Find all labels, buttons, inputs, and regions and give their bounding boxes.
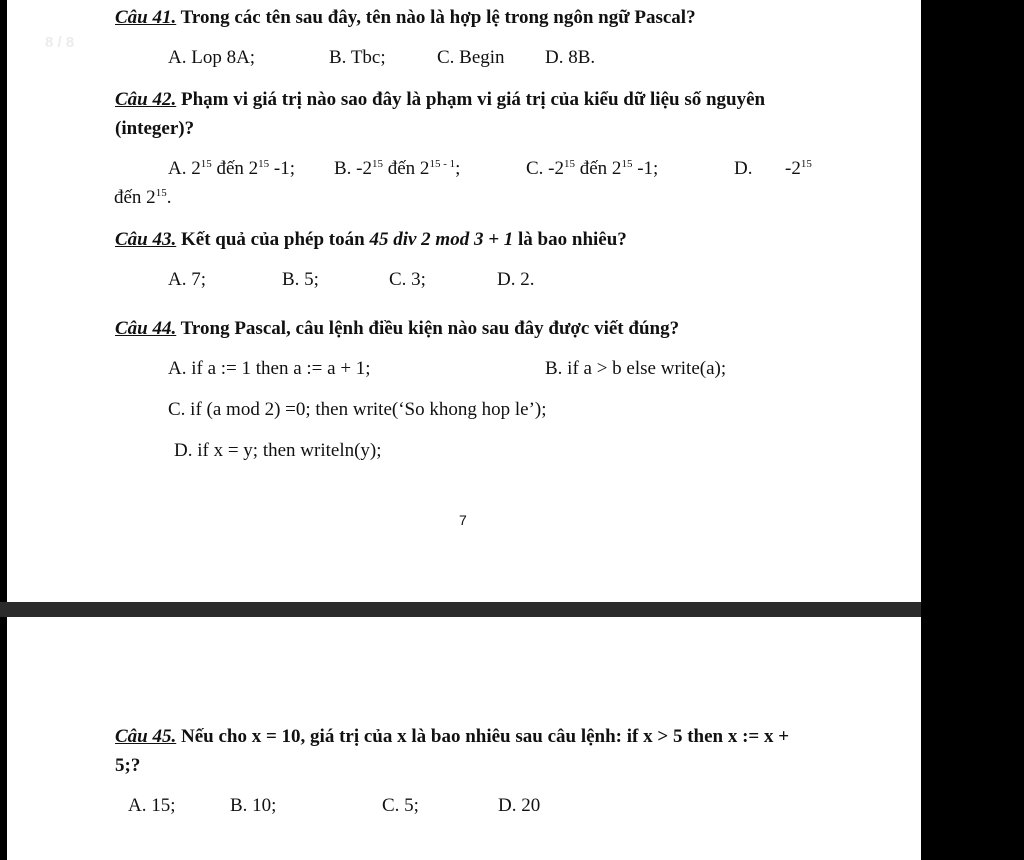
option-b: B. if a > b else write(a);	[545, 358, 727, 379]
document-page-7	[7, 0, 921, 602]
option-d: D. if x = y; then writeln(y);	[174, 440, 382, 461]
question-number: Câu 42.	[115, 89, 177, 110]
option-a: A. 7;	[168, 269, 206, 290]
option-b: B. Tbc;	[329, 47, 386, 68]
side-panel	[921, 0, 1024, 860]
question-number: Câu 44.	[115, 318, 177, 339]
question-45	[115, 727, 789, 746]
question-text-continued: (integer)?	[115, 118, 195, 139]
question-number: Câu 41.	[115, 7, 177, 28]
option-a: A. $2^{15}$ đến $2^{15}$ -1;	[168, 158, 296, 179]
option-a: A. 15;	[128, 795, 176, 816]
page-separator	[0, 602, 921, 617]
option-c: C. Begin	[437, 47, 505, 68]
question-44	[115, 319, 679, 338]
option-c: C. if (a mod 2) =0; then write(‘So khong hop le’);	[168, 399, 547, 420]
option-a: A. if a := 1 then a := a + 1;	[168, 358, 371, 379]
question-text: Phạm vi giá trị nào sao đây là phạm vi giá trị của kiểu dữ liệu số nguyên	[176, 89, 766, 110]
option-b: B. $-2^{15}$ đến 2$^{15 - 1}$;	[334, 158, 461, 179]
option-d-value: $-2^{15}$	[785, 158, 812, 179]
question-number: Câu 45.	[115, 726, 177, 747]
option-c: C. $-2^{15}$ đến $2^{15}$ -1;	[526, 158, 659, 179]
page-counter-overlay: 8 / 8	[45, 34, 75, 51]
question-text: Trong các tên sau đây, tên nào là hợp lệ trong ngôn ngữ Pascal?	[176, 7, 696, 28]
option-d: D. 8B.	[545, 47, 596, 68]
option-c: C. 5;	[382, 795, 419, 816]
option-d: D. 2.	[497, 269, 535, 290]
option-a: A. Lop 8A;	[168, 47, 256, 68]
question-42	[115, 90, 765, 109]
page-number: 7	[459, 512, 467, 528]
document-page-8	[7, 617, 921, 860]
question-text: Trong Pascal, câu lệnh điều kiện nào sau đây được viết đúng?	[176, 318, 680, 339]
option-d-continued: đến $2^{15}$.	[114, 187, 172, 208]
question-41	[115, 8, 696, 27]
expression: 45 div 2 mod 3 + 1	[369, 229, 514, 250]
option-b: B. 5;	[282, 269, 319, 290]
option-d-label: D.	[734, 158, 753, 179]
question-text-continued: 5;?	[115, 755, 141, 776]
option-b: B. 10;	[230, 795, 277, 816]
option-d: D. 20	[498, 795, 541, 816]
question-number: Câu 43.	[115, 229, 177, 250]
question-text: Nếu cho x = 10, giá trị của x là bao nhiêu sau câu lệnh: if x > 5 then x := x +	[176, 726, 790, 747]
option-c: C. 3;	[389, 269, 426, 290]
question-43: Câu 43. Kết quả của phép toán 45 div 2 mod 3 + 1 là bao nhiêu?	[115, 229, 627, 250]
